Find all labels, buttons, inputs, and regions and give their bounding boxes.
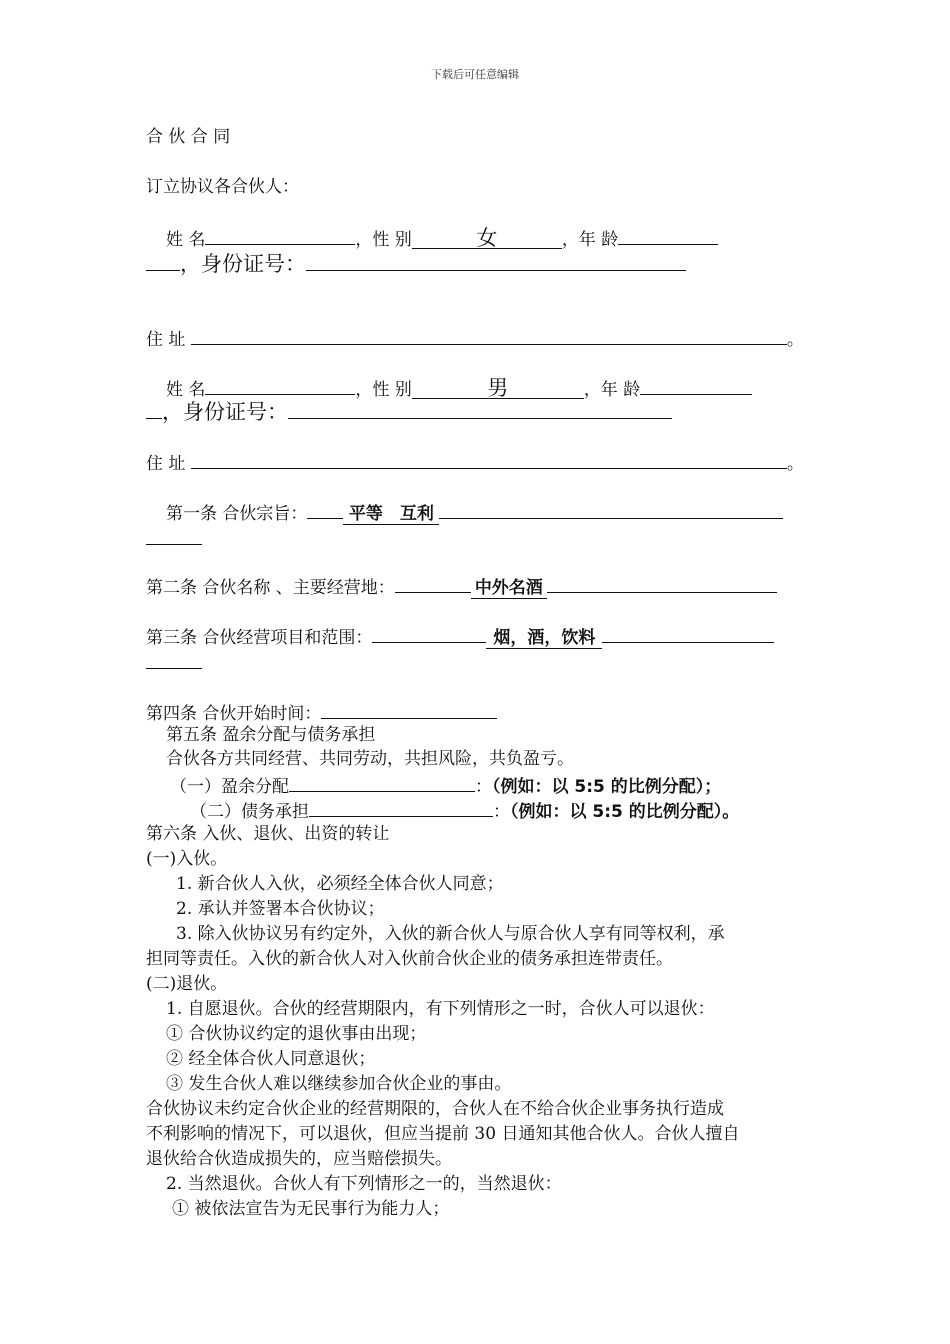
partner1-id-field[interactable] bbox=[306, 252, 686, 271]
article2-label: 第二条 合伙名称 、主要经营地： bbox=[146, 578, 395, 598]
para-b: 不利影响的情况下，可以退伙，但应当提前 30 日通知其他合伙人。合伙人擅自 bbox=[146, 1124, 740, 1144]
quit-1b: ② 经全体合伙人同意退伙； bbox=[166, 1049, 376, 1069]
partner2-age-field-cont[interactable] bbox=[146, 400, 162, 419]
article1-field-cont[interactable] bbox=[146, 526, 202, 545]
partner1-name-label: 姓 名 bbox=[166, 230, 206, 250]
item2-label: （二）债务承担 bbox=[190, 802, 309, 822]
quit-1: 1. 自愿退伙。合伙的经营期限内，有下列情形之一时，合伙人可以退伙： bbox=[166, 999, 715, 1019]
quit-2a: ① 被依法宣告为无民事行为能力人； bbox=[172, 1199, 450, 1219]
partner1-age-field[interactable] bbox=[618, 226, 718, 245]
article5-item2 bbox=[190, 798, 739, 823]
partner2-address-end: 。 bbox=[786, 454, 804, 474]
partner1-address-label: 住 址 bbox=[146, 330, 186, 350]
article6-label: 第六条 入伙、退伙、出资的转让 bbox=[146, 824, 390, 844]
article4-line bbox=[146, 700, 497, 725]
join-2: 2. 承认并签署本合伙协议； bbox=[176, 899, 385, 919]
article5-line1: 合伙各方共同经营、共同劳动，共担风险，共负盈亏。 bbox=[166, 749, 574, 769]
article5-item1 bbox=[170, 773, 721, 798]
partner2-gender-field[interactable]: 男 bbox=[412, 378, 584, 399]
partner1-address-field[interactable] bbox=[191, 326, 787, 345]
partner2-line1 bbox=[166, 376, 752, 401]
article3-value[interactable]: 烟，酒，饮料 bbox=[486, 628, 602, 649]
article3-field-cont[interactable] bbox=[146, 650, 202, 669]
item1-label: （一）盈余分配 bbox=[170, 777, 289, 797]
partner2-address-line bbox=[146, 450, 804, 475]
join-3a: 3. 除入伙协议另有约定外，入伙的新合伙人与原合伙人享有同等权利，承 bbox=[176, 924, 725, 944]
article4-field[interactable] bbox=[321, 700, 497, 719]
article5-label: 第五条 盈余分配与债务承担 bbox=[166, 725, 376, 745]
partner2-age-field[interactable] bbox=[640, 376, 752, 395]
para-a: 合伙协议未约定合伙企业的经营期限的，合伙人在不给合伙企业事务执行造成 bbox=[146, 1099, 724, 1119]
item2-field[interactable] bbox=[309, 798, 493, 817]
partner1-id-label: ，身份证号： bbox=[180, 252, 306, 276]
article4-label: 第四条 合伙开始时间： bbox=[146, 704, 322, 724]
para-c: 退伙给合伙造成损失的，应当赔偿损失。 bbox=[146, 1149, 452, 1169]
partner2-address-label: 住 址 bbox=[146, 454, 186, 474]
partner1-address-line bbox=[146, 326, 804, 351]
quit-1c: ③ 发生合伙人难以继续参加合伙企业的事由。 bbox=[166, 1074, 512, 1094]
document-title: 合 伙 合 同 bbox=[146, 127, 231, 147]
article3-label: 第三条 合伙经营项目和范围： bbox=[146, 628, 373, 648]
partner2-age-label: ，年 龄 bbox=[583, 380, 641, 400]
join-head: (一)入伙。 bbox=[146, 849, 228, 869]
quit-1a: ① 合伙协议约定的退伙事由出现； bbox=[166, 1024, 427, 1044]
article1-line bbox=[166, 500, 783, 525]
partner1-address-end: 。 bbox=[786, 330, 804, 350]
quit-2: 2. 当然退伙。合伙人有下列情形之一的，当然退伙： bbox=[166, 1174, 562, 1194]
partner2-name-label: 姓 名 bbox=[166, 380, 206, 400]
quit-head: (二)退伙。 bbox=[146, 974, 228, 994]
partner1-gender-field[interactable]: 女 bbox=[412, 228, 562, 249]
item1-sep: ： bbox=[475, 777, 492, 797]
item2-sep: ： bbox=[493, 802, 510, 822]
partner1-gender-label: ，性 别 bbox=[355, 230, 412, 250]
article2-line bbox=[146, 574, 777, 599]
item1-field[interactable] bbox=[289, 773, 475, 792]
partner2-id-label: ，身份证号： bbox=[162, 400, 288, 424]
article1-value[interactable]: 平等 互利 bbox=[343, 504, 439, 525]
intro-text: 订立协议各合伙人： bbox=[146, 177, 299, 197]
partner2-line2 bbox=[146, 400, 672, 425]
article3-line bbox=[146, 624, 774, 649]
partner1-line2 bbox=[146, 252, 686, 277]
partner2-address-field[interactable] bbox=[191, 450, 787, 469]
item2-note: （例如：以 5:5 的比例分配）。 bbox=[510, 802, 740, 822]
partner2-name-field[interactable] bbox=[205, 376, 355, 395]
join-1: 1. 新合伙人入伙，必须经全体合伙人同意； bbox=[176, 874, 504, 894]
partner2-gender-label: ，性 别 bbox=[355, 380, 412, 400]
partner1-age-label: ，年 龄 bbox=[561, 230, 619, 250]
join-3b: 担同等责任。入伙的新合伙人对入伙前合伙企业的债务承担连带责任。 bbox=[146, 949, 673, 969]
article1-label: 第一条 合伙宗旨： bbox=[166, 504, 308, 524]
article2-value[interactable]: 中外名酒 bbox=[471, 578, 547, 599]
partner2-id-field[interactable] bbox=[288, 400, 672, 419]
item1-note: （例如：以 5:5 的比例分配）； bbox=[492, 777, 722, 797]
partner1-name-field[interactable] bbox=[205, 226, 355, 245]
header-note: 下载后可任意编辑 bbox=[431, 68, 519, 81]
partner1-line1 bbox=[166, 226, 718, 251]
partner1-age-field-cont[interactable] bbox=[146, 252, 180, 271]
